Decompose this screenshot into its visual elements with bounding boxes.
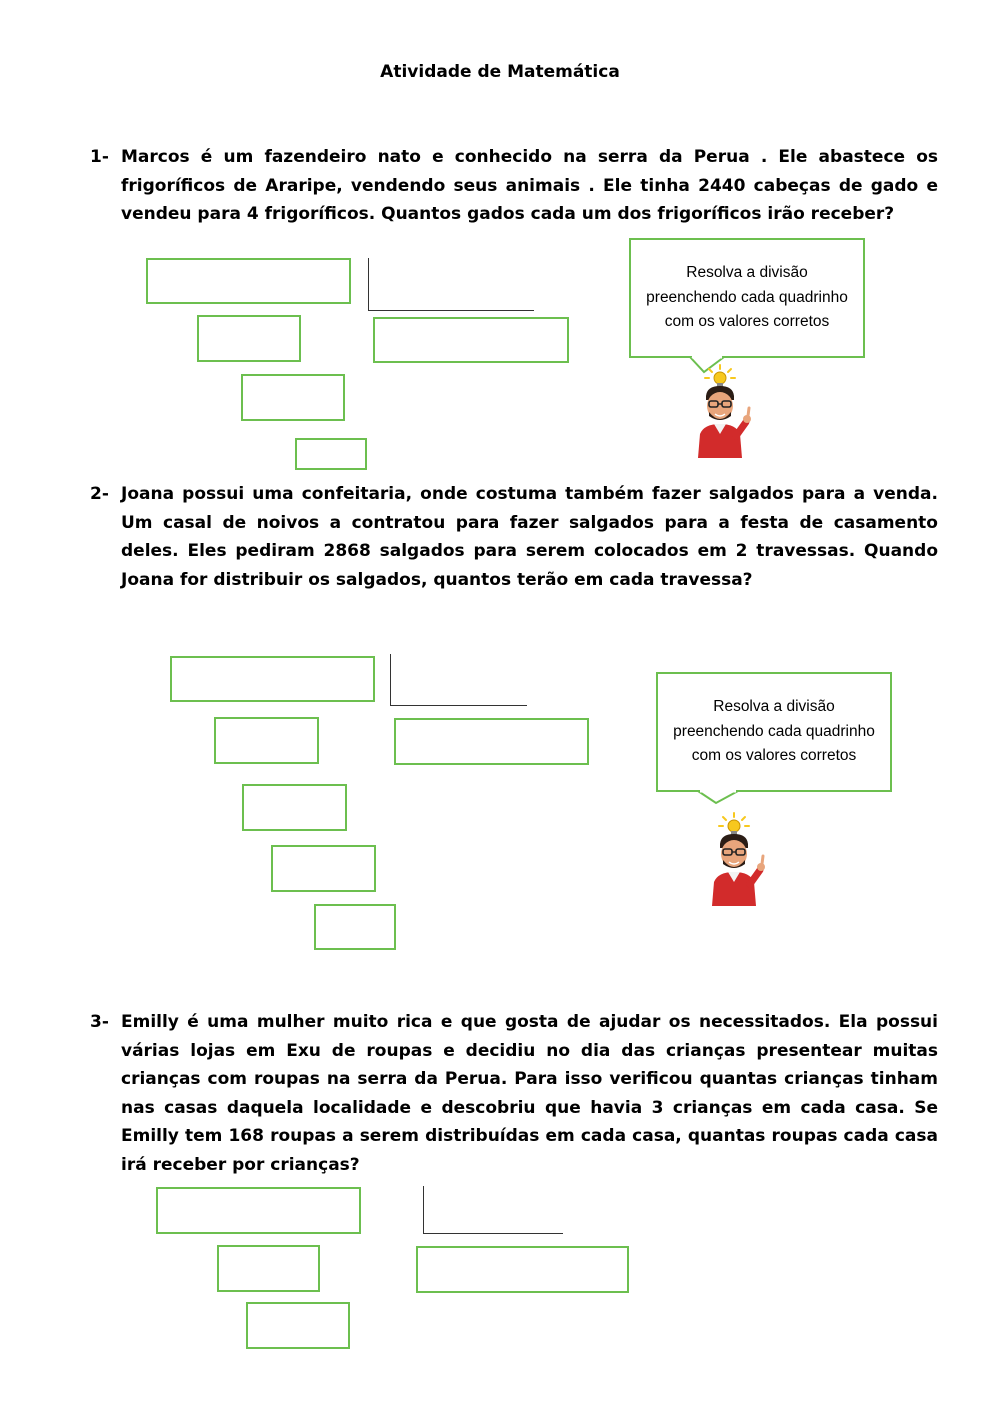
page-title: Atividade de Matemática: [380, 62, 620, 82]
q3-step-box-1[interactable]: [217, 1245, 320, 1292]
lightbulb-icon: [719, 813, 749, 835]
q2-dividend-box[interactable]: [170, 656, 375, 702]
q2-hint-text: Resolva a divisão preenchendo cada quadrinho com os valores corretos: [673, 698, 875, 765]
question-1-text: Marcos é um fazendeiro nato e conhecido na serra da Perua . Ele abastece os frigoríficos de Araripe, vendendo seus animais . Ele tinha 2440 cabeças de gado e vendeu para 4 frigoríficos. Quantos gados cada um dos frigoríficos irão receber?: [121, 147, 938, 224]
q3-division-bracket: [423, 1186, 563, 1234]
q1-quotient-box[interactable]: [373, 317, 569, 363]
lightbulb-icon: [705, 365, 735, 387]
q2-quotient-box[interactable]: [394, 718, 589, 765]
teacher-avatar: [694, 364, 758, 458]
teacher-avatar: [708, 812, 772, 906]
q2-division-bracket: [390, 654, 527, 706]
q1-dividend-box[interactable]: [146, 258, 351, 304]
question-1-number: 1-: [90, 147, 109, 167]
q3-quotient-box[interactable]: [416, 1246, 629, 1293]
q1-division-bracket: [368, 258, 534, 311]
q2-step-box-3[interactable]: [271, 845, 376, 892]
q1-step-box-1[interactable]: [197, 315, 301, 362]
q2-hint-bubble: [656, 672, 892, 792]
q1-step-box-2[interactable]: [241, 374, 345, 421]
q1-hint-text: Resolva a divisão preenchendo cada quadrinho com os valores corretos: [646, 264, 848, 331]
q2-remainder-box[interactable]: [314, 904, 396, 950]
q2-step-box-2[interactable]: [242, 784, 347, 831]
question-2-number: 2-: [90, 484, 109, 504]
q2-step-box-1[interactable]: [214, 717, 319, 764]
q3-dividend-box[interactable]: [156, 1187, 361, 1234]
question-2-text: Joana possui uma confeitaria, onde costuma também fazer salgados para a venda. Um casal de noivos a contratou para fazer salgados para a festa de casamento deles. Eles pediram 2868 salgados para serem colocados em 2 travessas. Quando Joana for distribuir os salgados, quantos terão em cada travessa?: [121, 484, 938, 590]
question-3-number: 3-: [90, 1012, 109, 1032]
q3-remainder-box[interactable]: [246, 1302, 350, 1349]
question-3-text: Emilly é uma mulher muito rica e que gosta de ajudar os necessitados. Ela possui várias lojas em Exu de roupas e decidiu no dia das crianças presentear muitas crianças com roupas na serra da Perua. Para isso verificou quantas crianças tinham nas casas daquela localidade e descobriu que havia 3 crianças em cada casa. Se Emilly tem 168 roupas a serem distribuídas em cada casa, quantas roupas cada casa irá receber por crianças?: [121, 1012, 938, 1175]
q2-hint-bubble-tail: [694, 790, 754, 810]
q1-hint-bubble: [629, 238, 865, 358]
q1-remainder-box[interactable]: [295, 438, 367, 470]
